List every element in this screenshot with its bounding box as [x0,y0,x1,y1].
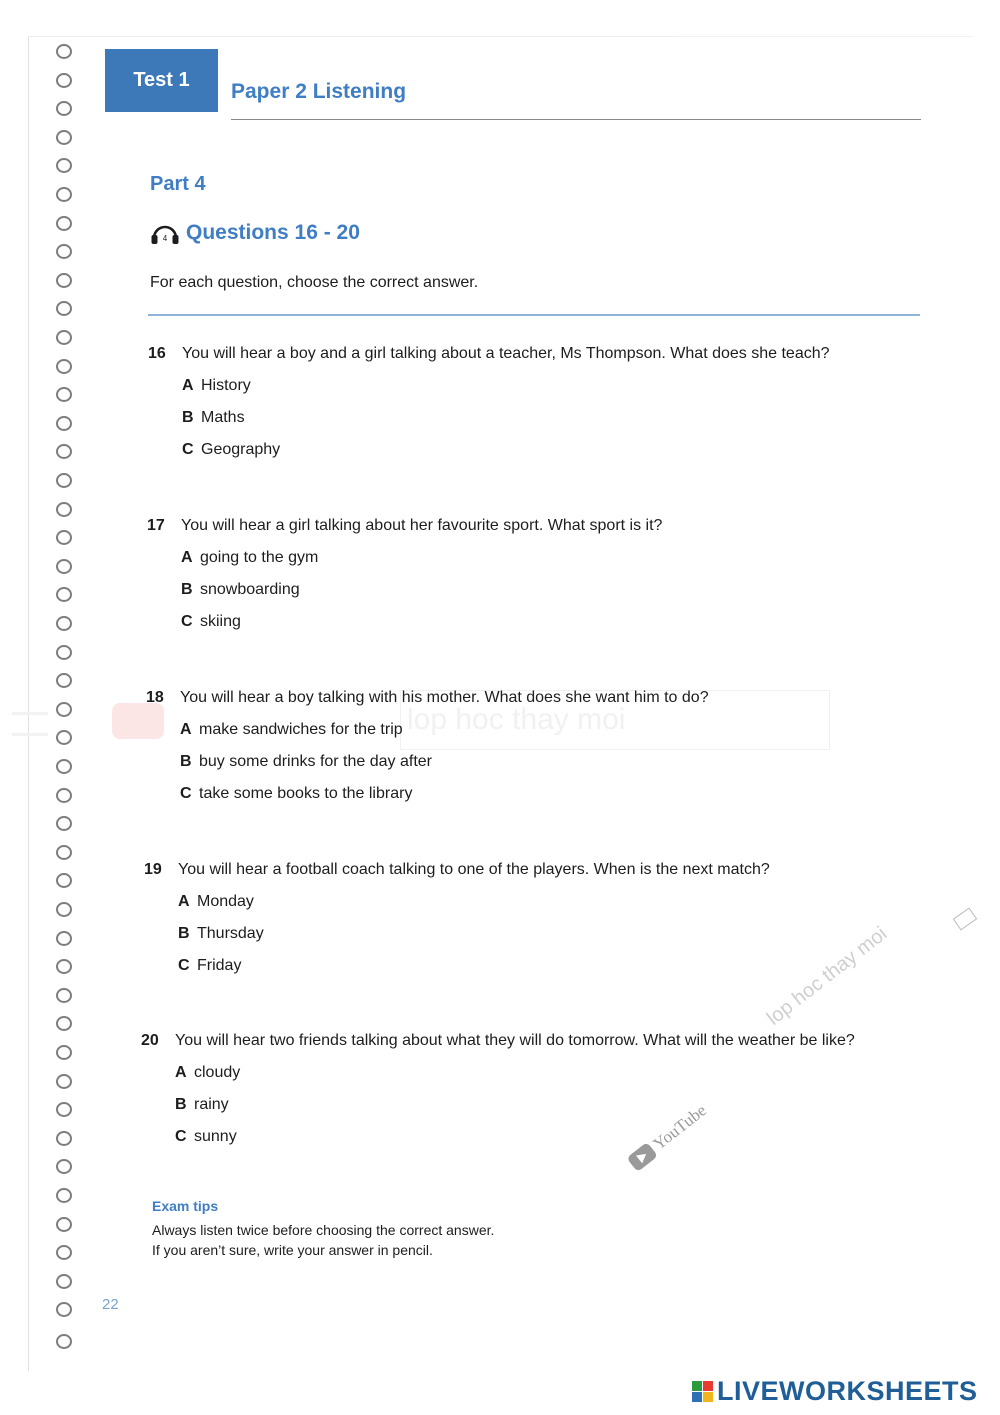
option-text: take some books to the library [199,785,413,802]
watermark-search-text: lop hoc thay moi [407,703,626,736]
answer-option-a[interactable] [182,377,830,395]
brand-text: LIVEWORKSHEETS [717,1376,978,1406]
binding-ring [56,359,72,374]
binding-ring [56,1159,72,1174]
binding-ring [56,187,72,202]
part-title: Part 4 [150,173,206,195]
instruction-divider [148,314,920,316]
exam-tips-title: Exam tips [152,1198,219,1214]
option-letter: C [180,785,192,802]
binding-ring [56,101,72,116]
option-letter: A [175,1064,187,1081]
binding-ring [56,216,72,231]
answer-option-c[interactable] [180,785,709,803]
option-letter: B [175,1096,187,1113]
binding-ring [56,616,72,631]
question-16 [148,345,830,459]
option-text: Monday [197,893,254,910]
instruction-text: For each question, choose the correct answer. [150,274,479,291]
binding-ring [56,73,72,88]
option-letter: C [178,957,190,974]
questions-title: Questions 16 - 20 [186,221,360,244]
answer-option-c[interactable] [175,1128,855,1146]
binding-ring [56,301,72,316]
option-text: rainy [194,1096,229,1113]
binding-ring [56,473,72,488]
test-label: Test 1 [133,69,190,91]
binding-ring [56,816,72,831]
option-text: Maths [201,409,245,426]
binding-ring [56,673,72,688]
option-text: snowboarding [200,581,300,598]
binding-ring [56,1245,72,1260]
option-letter: B [182,409,194,426]
binding-ring [56,587,72,602]
binding-ring [56,502,72,517]
binding-ring [56,645,72,660]
question-18 [146,689,709,803]
option-text: make sandwiches for the trip [199,721,403,738]
question-19 [144,861,770,975]
binding-ring [56,559,72,574]
option-text: skiing [200,613,241,630]
binding-ring [56,530,72,545]
question-number: 19 [144,861,162,878]
header-divider [231,119,921,120]
binding-ring [56,387,72,402]
question-number: 16 [148,345,166,362]
brand-square [703,1381,713,1391]
binding-ring [56,988,72,1003]
binding-ring [56,1102,72,1117]
liveworksheets-logo[interactable] [692,1376,978,1407]
answer-option-c[interactable] [178,957,770,975]
option-letter: A [180,721,192,738]
option-text: going to the gym [200,549,319,566]
binding-ring [56,1302,72,1317]
question-20 [141,1032,855,1146]
option-text: Thursday [197,925,264,942]
option-text: History [201,377,251,394]
binding-ring [56,158,72,173]
page-number: 22 [102,1296,119,1313]
brand-square [703,1392,713,1402]
binding-ring [56,1131,72,1146]
exam-tip-line: If you aren’t sure, write your answer in pencil. [152,1242,433,1258]
binding-ring [56,931,72,946]
option-text: buy some drinks for the day after [199,753,432,770]
question-text: You will hear a football coach talking to one of the players. When is the next match? [178,861,770,878]
option-letter: C [182,441,194,458]
binding-ring [56,759,72,774]
option-letter: A [181,549,193,566]
binding-ring [56,959,72,974]
binding-ring [56,416,72,431]
track-number: 4 [162,234,168,243]
option-letter: A [178,893,190,910]
binding-ring [56,702,72,717]
answer-option-b[interactable] [178,925,770,943]
option-letter: C [181,613,193,630]
exam-tip-line: Always listen twice before choosing the correct answer. [152,1222,495,1238]
brand-square [692,1381,702,1391]
headphones-icon [150,220,180,246]
question-17 [147,517,662,631]
option-letter: B [181,581,193,598]
binding-ring [56,1016,72,1031]
spiral-binding [56,44,78,1354]
option-text: sunny [194,1128,237,1145]
binding-ring [56,1074,72,1089]
watermark-diagonal-text: lop hoc thay moi [762,922,892,1030]
brand-grid-icon [692,1381,713,1402]
answer-option-b[interactable] [182,409,830,427]
binding-ring [56,1274,72,1289]
watermark-youtube-text: YouTube [649,1100,710,1154]
binding-ring [56,130,72,145]
binding-ring [56,1045,72,1060]
brand-square [692,1392,702,1402]
binding-ring [56,273,72,288]
binding-ring [56,1188,72,1203]
binding-ring [56,244,72,259]
binding-ring [56,788,72,803]
binding-ring [56,873,72,888]
binding-ring [56,444,72,459]
option-letter: A [182,377,194,394]
question-text: You will hear a girl talking about her favourite sport. What sport is it? [181,517,663,534]
question-number: 17 [147,517,165,534]
answer-option-a[interactable] [178,893,770,911]
answer-option-a[interactable] [175,1064,855,1082]
answer-option-a[interactable] [181,549,662,567]
option-letter: B [180,753,192,770]
answer-option-b[interactable] [180,753,709,771]
binding-ring [56,330,72,345]
question-number: 18 [146,689,164,706]
answer-option-b[interactable] [175,1096,855,1114]
answer-option-c[interactable] [182,441,830,459]
question-text: You will hear two friends talking about what they will do tomorrow. What will the weather be like? [175,1032,855,1049]
watermark-menu-icon [12,712,48,736]
binding-ring [56,1217,72,1232]
option-letter: B [178,925,190,942]
question-number: 20 [141,1032,159,1049]
paper-title: Paper 2 Listening [231,80,407,103]
binding-ring [56,902,72,917]
binding-ring [56,44,72,59]
question-text: You will hear a boy talking with his mother. What does she want him to do? [180,689,709,706]
test-label-box [105,49,218,112]
option-text: Friday [197,957,242,974]
questions-heading [150,220,360,246]
option-letter: C [175,1128,187,1145]
answer-option-a[interactable] [180,721,709,739]
answer-option-c[interactable] [181,613,662,631]
binding-ring [56,845,72,860]
option-text: Geography [201,441,281,458]
question-text: You will hear a boy and a girl talking about a teacher, Ms Thompson. What does she teach? [182,345,830,362]
option-text: cloudy [194,1064,241,1081]
answer-option-b[interactable] [181,581,662,599]
binding-ring [56,730,72,745]
binding-ring [56,1334,72,1349]
